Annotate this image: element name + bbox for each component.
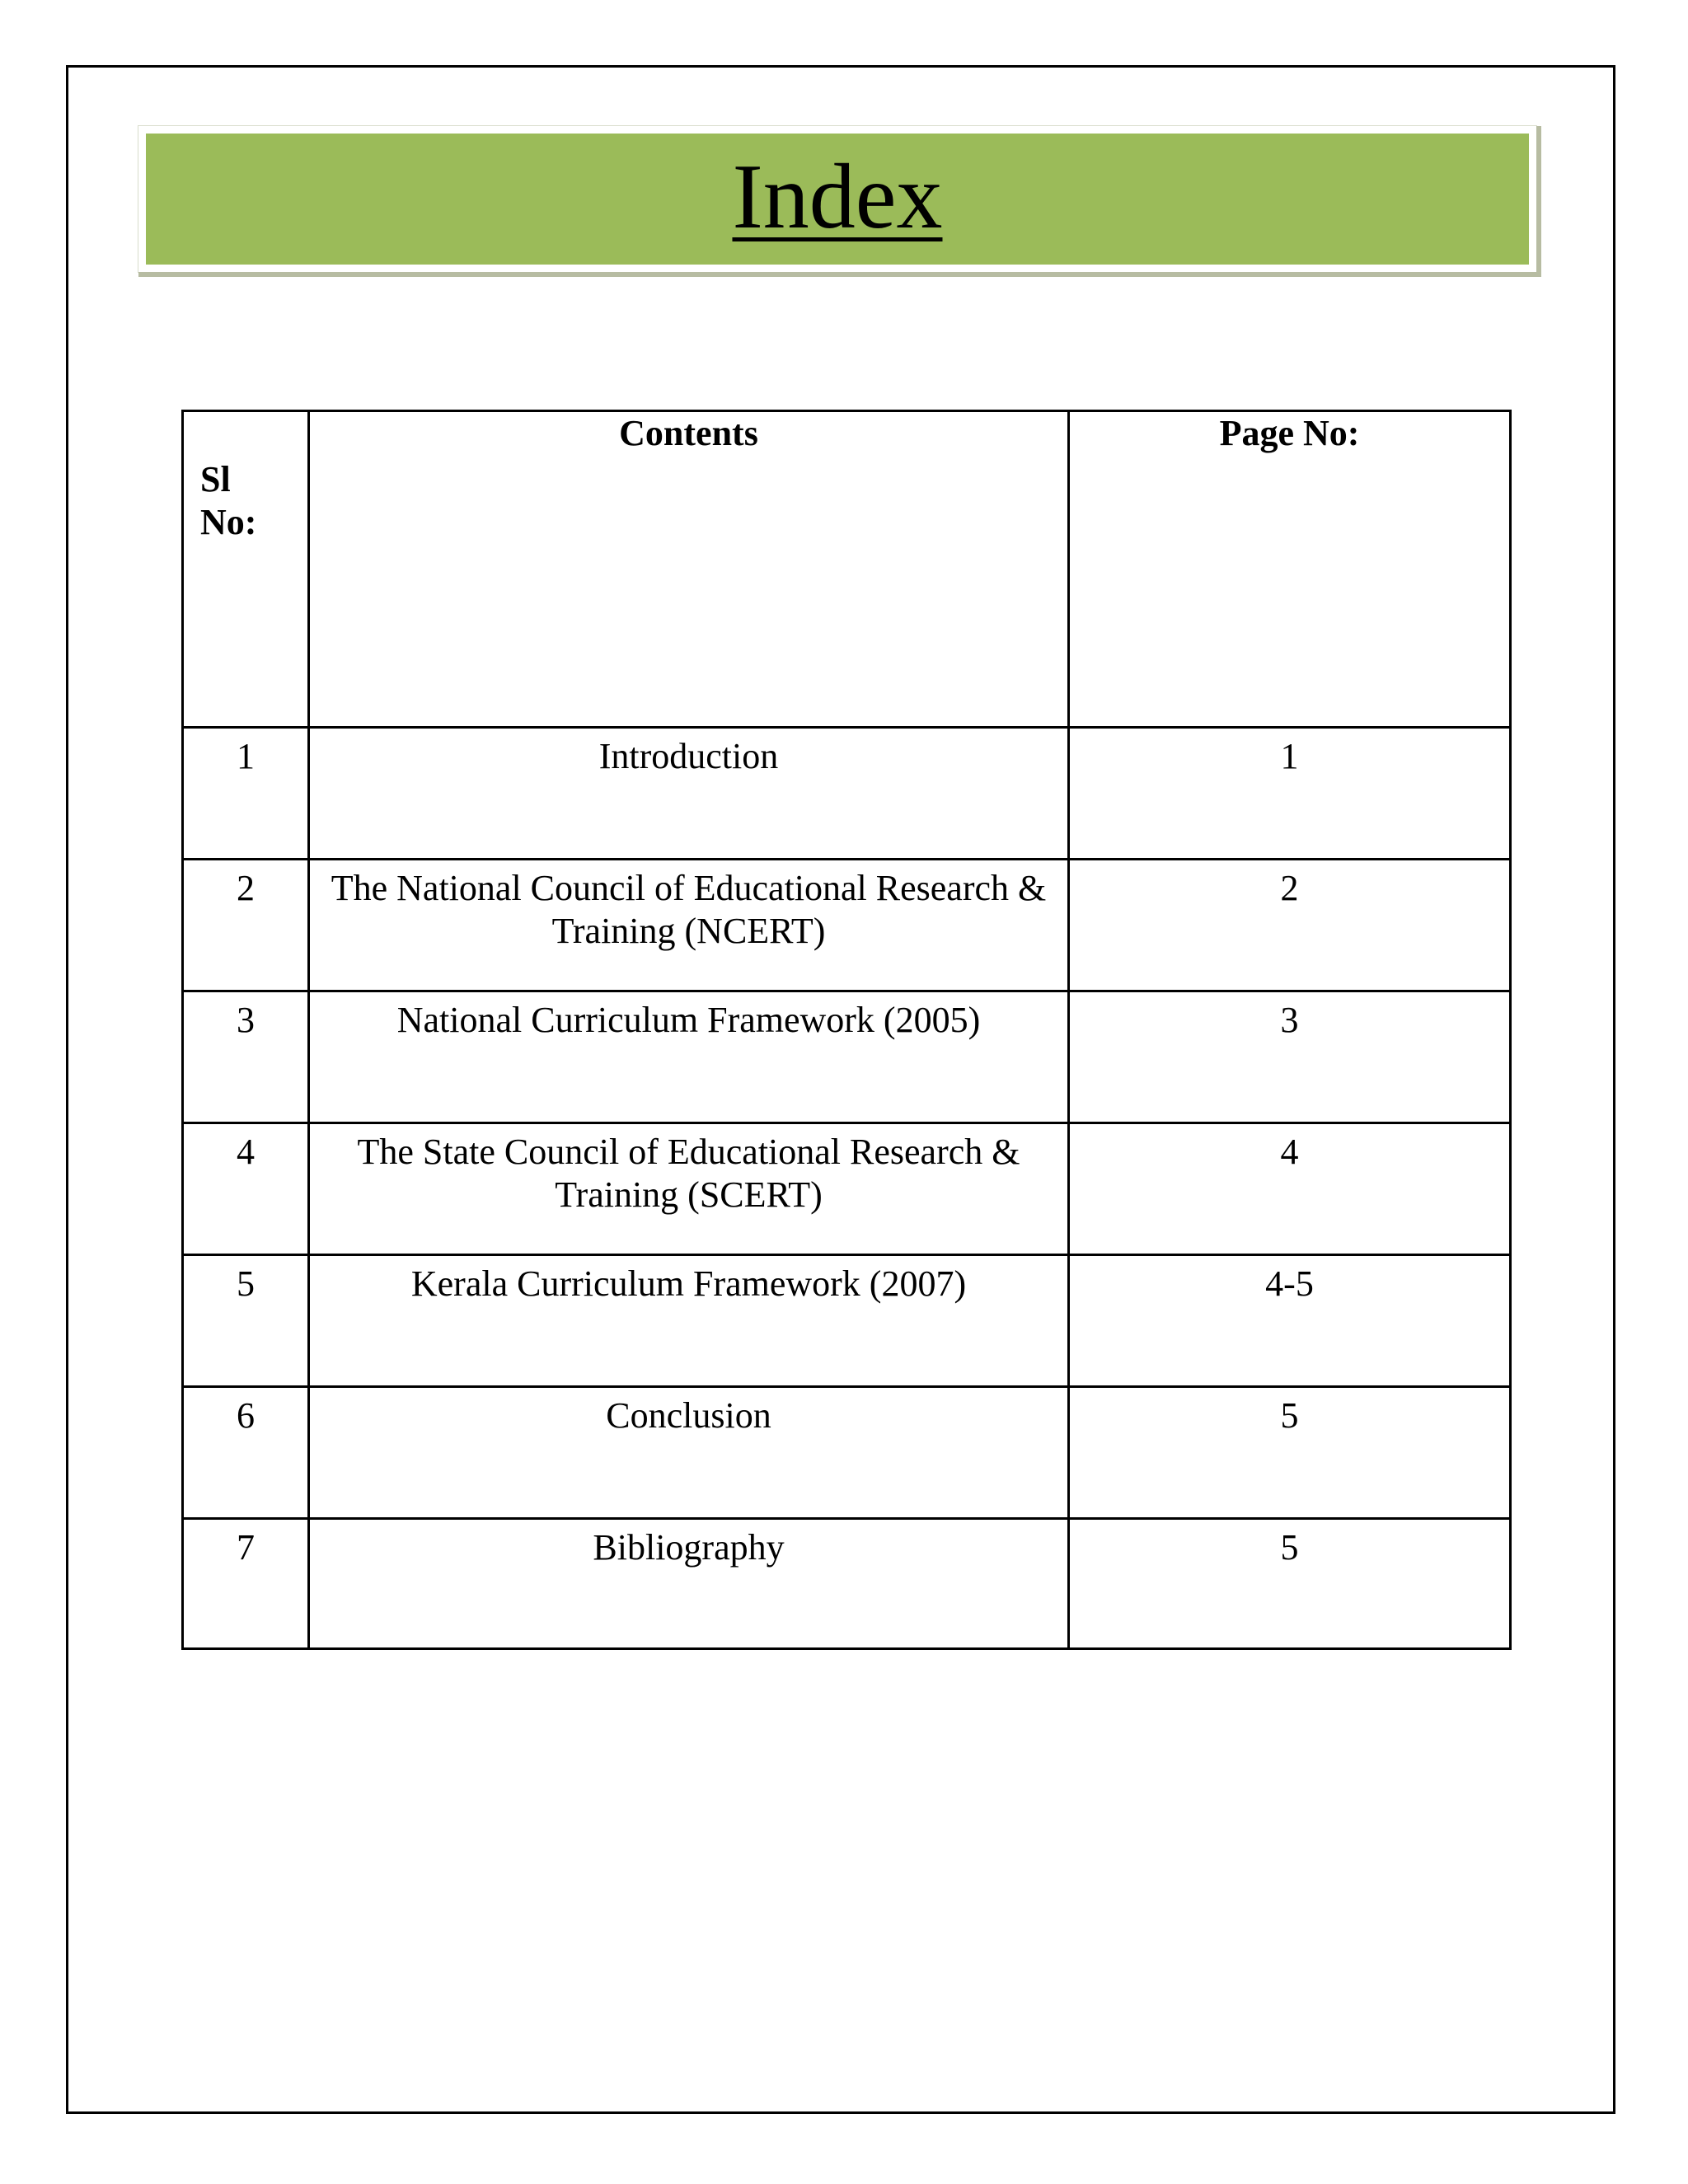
row-content: The National Council of Educational Research & Training (NCERT) <box>309 860 1069 991</box>
header-sl-line2: No: <box>200 502 257 542</box>
table-row <box>183 728 1511 860</box>
row-sl: 7 <box>183 1519 309 1649</box>
row-page: 5 <box>1069 1519 1511 1649</box>
row-content: National Curriculum Framework (2005) <box>309 991 1069 1123</box>
header-sl-line1: Sl <box>200 459 231 499</box>
row-page: 1 <box>1069 728 1511 860</box>
header-sl-no <box>183 411 309 728</box>
row-sl: 5 <box>183 1255 309 1387</box>
row-page: 4-5 <box>1069 1255 1511 1387</box>
title-banner-fill <box>146 134 1529 265</box>
row-sl: 1 <box>183 728 309 860</box>
table-row <box>183 1519 1511 1649</box>
page-title: Index <box>732 145 943 248</box>
index-table <box>181 410 1512 1650</box>
row-page: 2 <box>1069 860 1511 991</box>
row-content: Conclusion <box>309 1387 1069 1519</box>
row-sl: 6 <box>183 1387 309 1519</box>
header-contents: Contents <box>309 411 1069 728</box>
row-page: 5 <box>1069 1387 1511 1519</box>
table-row <box>183 860 1511 991</box>
table-row <box>183 991 1511 1123</box>
row-content: Kerala Curriculum Framework (2007) <box>309 1255 1069 1387</box>
row-content: The State Council of Educational Research & Training (SCERT) <box>309 1123 1069 1255</box>
table-row <box>183 1387 1511 1519</box>
row-page: 4 <box>1069 1123 1511 1255</box>
table-row <box>183 1255 1511 1387</box>
row-sl: 3 <box>183 991 309 1123</box>
row-content: Bibliography <box>309 1519 1069 1649</box>
row-sl: 4 <box>183 1123 309 1255</box>
table-header-row <box>183 411 1511 728</box>
row-content: Introduction <box>309 728 1069 860</box>
title-banner <box>138 125 1537 273</box>
table-row <box>183 1123 1511 1255</box>
row-sl: 2 <box>183 860 309 991</box>
row-page: 3 <box>1069 991 1511 1123</box>
header-page-no: Page No: <box>1069 411 1511 728</box>
